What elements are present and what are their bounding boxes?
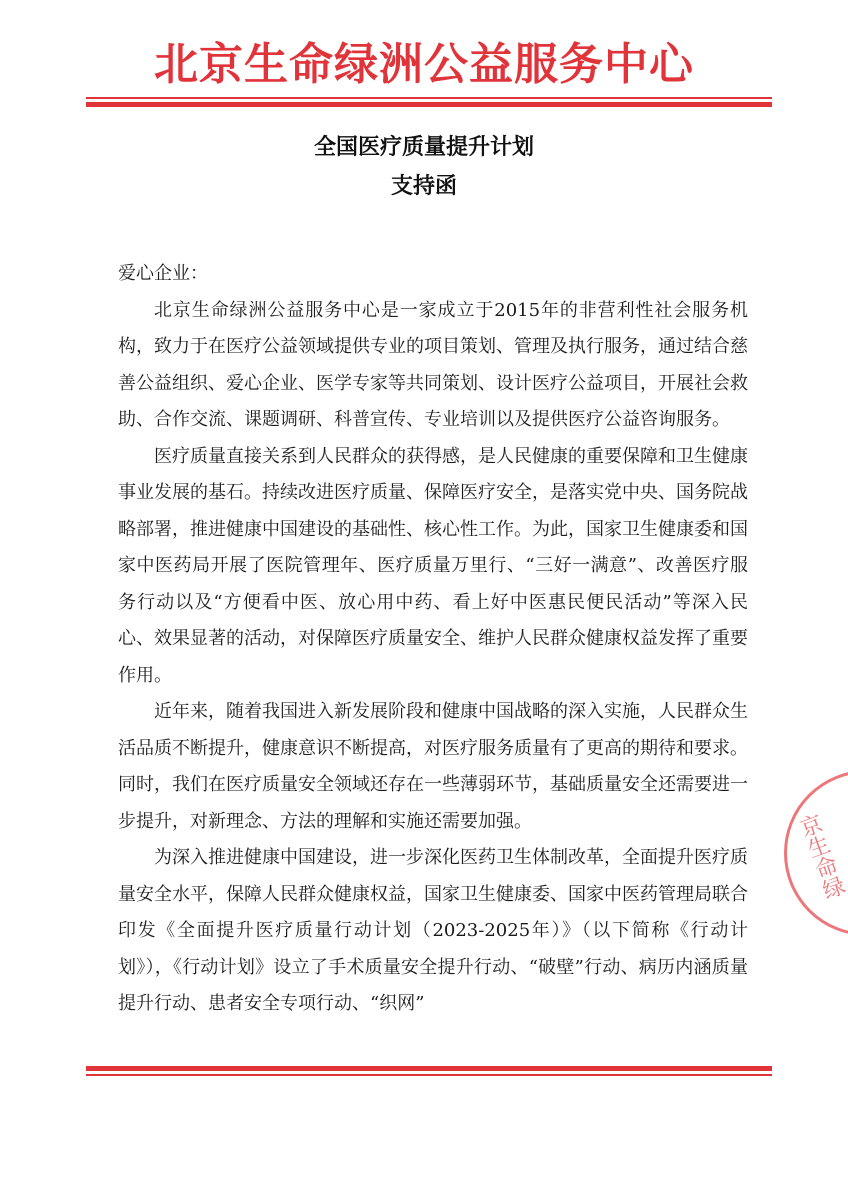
official-seal [784,770,848,936]
letterhead-rule-thin [86,97,772,99]
letterhead-rule-thick [86,102,772,107]
salutation: 爱心企业： [118,263,208,284]
footer-rule-thick [86,1066,772,1071]
paragraph-recent-years: 近年来，随着我国进入新发展阶段和健康中国战略的深入实施，人民群众生活品质不断提升，健康意识不断提高，对医疗服务质量有了更高的期待和要求。同时，我们在医疗质量安全领域还存在一些薄弱环节，基础质量安全还需要进一步提升，对新理念、方法的理解和实施还需要加强。 [118,701,748,832]
letter-body [118,256,748,1023]
document-title: 全国医疗质量提升计划 [313,135,534,160]
letterhead-org-name: 北京生命绿洲公益服务中心 [154,39,694,90]
footer-rule-thin [86,1074,772,1076]
paragraph-intro: 北京生命绿洲公益服务中心是一家成立于2015年的非营利性社会服务机构，致力于在医疗公益领域提供专业的项目策划、管理及执行服务，通过结合慈善公益组织、爱心企业、医学专家等共同策划、设计医疗公益项目，开展社会救助、合作交流、课题调研、科普宣传、专业培训以及提供医疗公益咨询服务。 [118,299,748,430]
seal-text: 京生命绿 [793,811,848,903]
paragraph-quality: 医疗质量直接关系到人民群众的获得感，是人民健康的重要保障和卫生健康事业发展的基石。持续改进医疗质量、保障医疗安全，是落实党中央、国务院战略部署，推进健康中国建设的基础性、核心性工作。为此，国家卫生健康委和国家中医药局开展了医院管理年、医疗质量万里行、“三好一满意”、改善医疗服务行动以及“方便看中医、放心用中药、看上好中医惠民便民活动”等深入民心、效果显著的活动，对保障医疗质量安全、维护人民群众健康权益发挥了重要作用。 [118,445,748,686]
document-subtitle: 支持函 [390,174,457,199]
paragraph-action-plan: 为深入推进健康中国建设，进一步深化医药卫生体制改革，全面提升医疗质量安全水平，保障人民群众健康权益，国家卫生健康委、国家中医药管理局联合印发《全面提升医疗质量行动计划（2023-2025年）》（以下简称《行动计划》），《行动计划》设立了手术质量安全提升行动、“破壁”行动、病历内涵质量提升行动、患者安全专项行动、“织网” [118,847,748,1014]
